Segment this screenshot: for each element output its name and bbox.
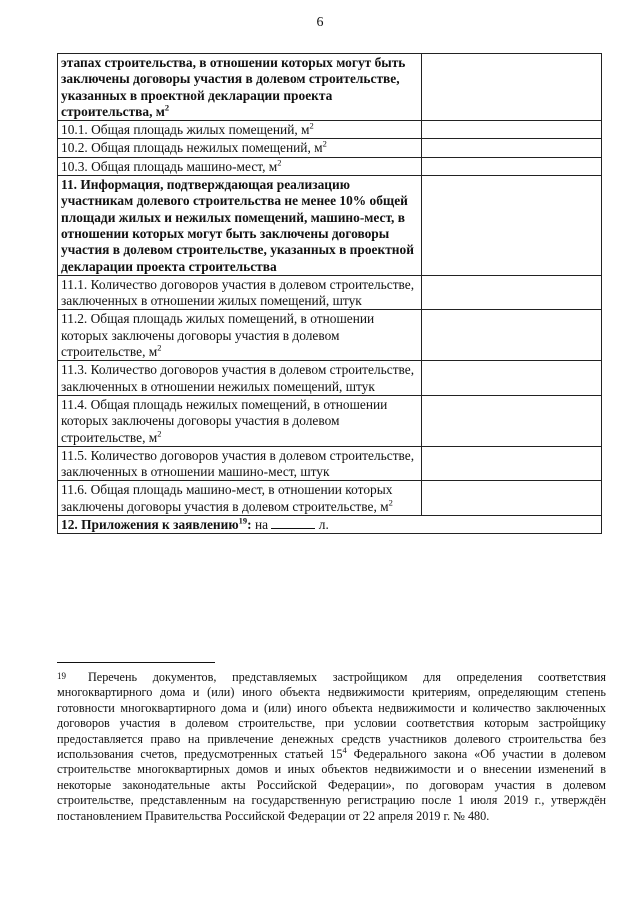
row-label-text: 11.5. Количество договоров участия в долевом строительстве, заключенных в отношении машино-мест, штук [61,447,415,480]
unit-superscript: 2 [322,139,327,150]
table-row [58,54,602,121]
row-label [58,176,422,276]
row-label-text: 11. Информация, подтверждающая реализацию участникам долевого строительства не менее 10% общей площади жилых и нежилых помещений, машино-мест, в отношении которых могут быть заключены договоры участия в долевом строительстве, указанных в проектной декларации проекта строительства [61,177,414,274]
row-label-text: 10.3. Общая площадь машино-мест, м [61,158,278,174]
row-value-cell[interactable] [422,54,602,121]
application-form-table [57,53,602,534]
table-row [58,395,602,446]
row-value-cell[interactable] [422,361,602,396]
row-value-cell[interactable] [422,481,602,516]
table-row [58,139,602,157]
page-number: 6 [316,15,324,30]
sheet-count-field[interactable] [271,517,315,529]
row-label-text: 10.2. Общая площадь нежилых помещений, м [61,140,323,156]
unit-superscript: 2 [277,157,282,168]
row-label [58,157,422,175]
footnote-text-a: Перечень документов, представляемых застройщиком для определения соответствия многоквартирного дома и (или) иного объекта недвижимости критериям, определяющим степень готовности многоквартирного дома и (или) иного объекта недвижимости и количество заключенных договоров участия в долевом строительстве, при условии соответствия которым застройщику предоставляется право на привлечение денежных средств участников долевого строительства без использования счетов, предусмотренных статьей 15 [57,670,606,762]
attachments-colon: : [247,517,252,533]
row-label-text: этапах строительства, в отношении которых могут быть заключены договоры участия в долевом строительстве, указанных в проектной декларации проекта строительства, м [61,55,406,119]
unit-superscript: 2 [388,497,393,508]
row-label-text: 10.1. Общая площадь жилых помещений, м [61,122,310,138]
table-row [58,157,602,175]
row-label-text: 11.3. Количество договоров участия в долевом строительстве, заключенных в отношении нежилых помещений, штук [61,362,415,394]
table-row [58,121,602,139]
row-value-cell[interactable] [422,395,602,446]
table-row [58,361,602,396]
footnote-number: 19 [57,671,66,681]
row-label-text: 11.4. Общая площадь нежилых помещений, в отношении которых заключены договоры участия в долевом строительстве, м [61,396,388,445]
row-label [58,481,422,516]
row-value-cell[interactable] [422,446,602,481]
row-value-cell[interactable] [422,121,602,139]
footnote-ref: 19 [238,515,248,526]
table-row [58,275,602,310]
table-row [58,176,602,276]
row-value-cell[interactable] [422,275,602,310]
row-label-text: 11.2. Общая площадь жилых помещений, в отношении которых заключены договоры участия в долевом строительстве, м [61,311,375,360]
footnote [57,670,606,824]
row-label [58,121,422,139]
footnote-article-sup: 4 [342,744,347,755]
unit-superscript: 2 [164,102,170,113]
row-label [58,139,422,157]
attachments-prefix: на [254,517,269,533]
table-row-attachments [58,516,602,534]
footnote-text-b: Федерального закона «Об участии в долевом строительстве многоквартирных домов и иных объектов недвижимости и о внесении изменений в некоторые законодательные акты Российской Федерации», по договорам участия в долевом строительстве, представленным на государственную регистрацию после 1 июля 2019 г., утверждён постановлением Правительства Российской Федерации от 22 апреля 2019 г. № 480. [57,747,606,823]
unit-superscript: 2 [157,342,162,353]
row-label [58,275,422,310]
row-label [58,361,422,396]
row-value-cell[interactable] [422,139,602,157]
attachments-suffix: л. [318,517,329,533]
row-label [58,446,422,481]
row-label [58,310,422,361]
table-row [58,310,602,361]
attachments-cell [58,516,602,534]
table-row [58,481,602,516]
row-label [58,54,422,121]
row-value-cell[interactable] [422,310,602,361]
row-value-cell[interactable] [422,157,602,175]
table-row [58,446,602,481]
row-label-text: 11.1. Количество договоров участия в долевом строительстве, заключенных в отношении жилых помещений, штук [61,276,415,309]
row-label [58,395,422,446]
attachments-label: 12. Приложения к заявлению [61,517,239,533]
unit-superscript: 2 [157,428,162,439]
footnote-separator [57,662,215,663]
row-label-text: 11.6. Общая площадь машино-мест, в отношении которых заключены договоры участия в долевом строительстве, м [61,482,393,514]
row-value-cell[interactable] [422,176,602,276]
unit-superscript: 2 [309,120,314,131]
